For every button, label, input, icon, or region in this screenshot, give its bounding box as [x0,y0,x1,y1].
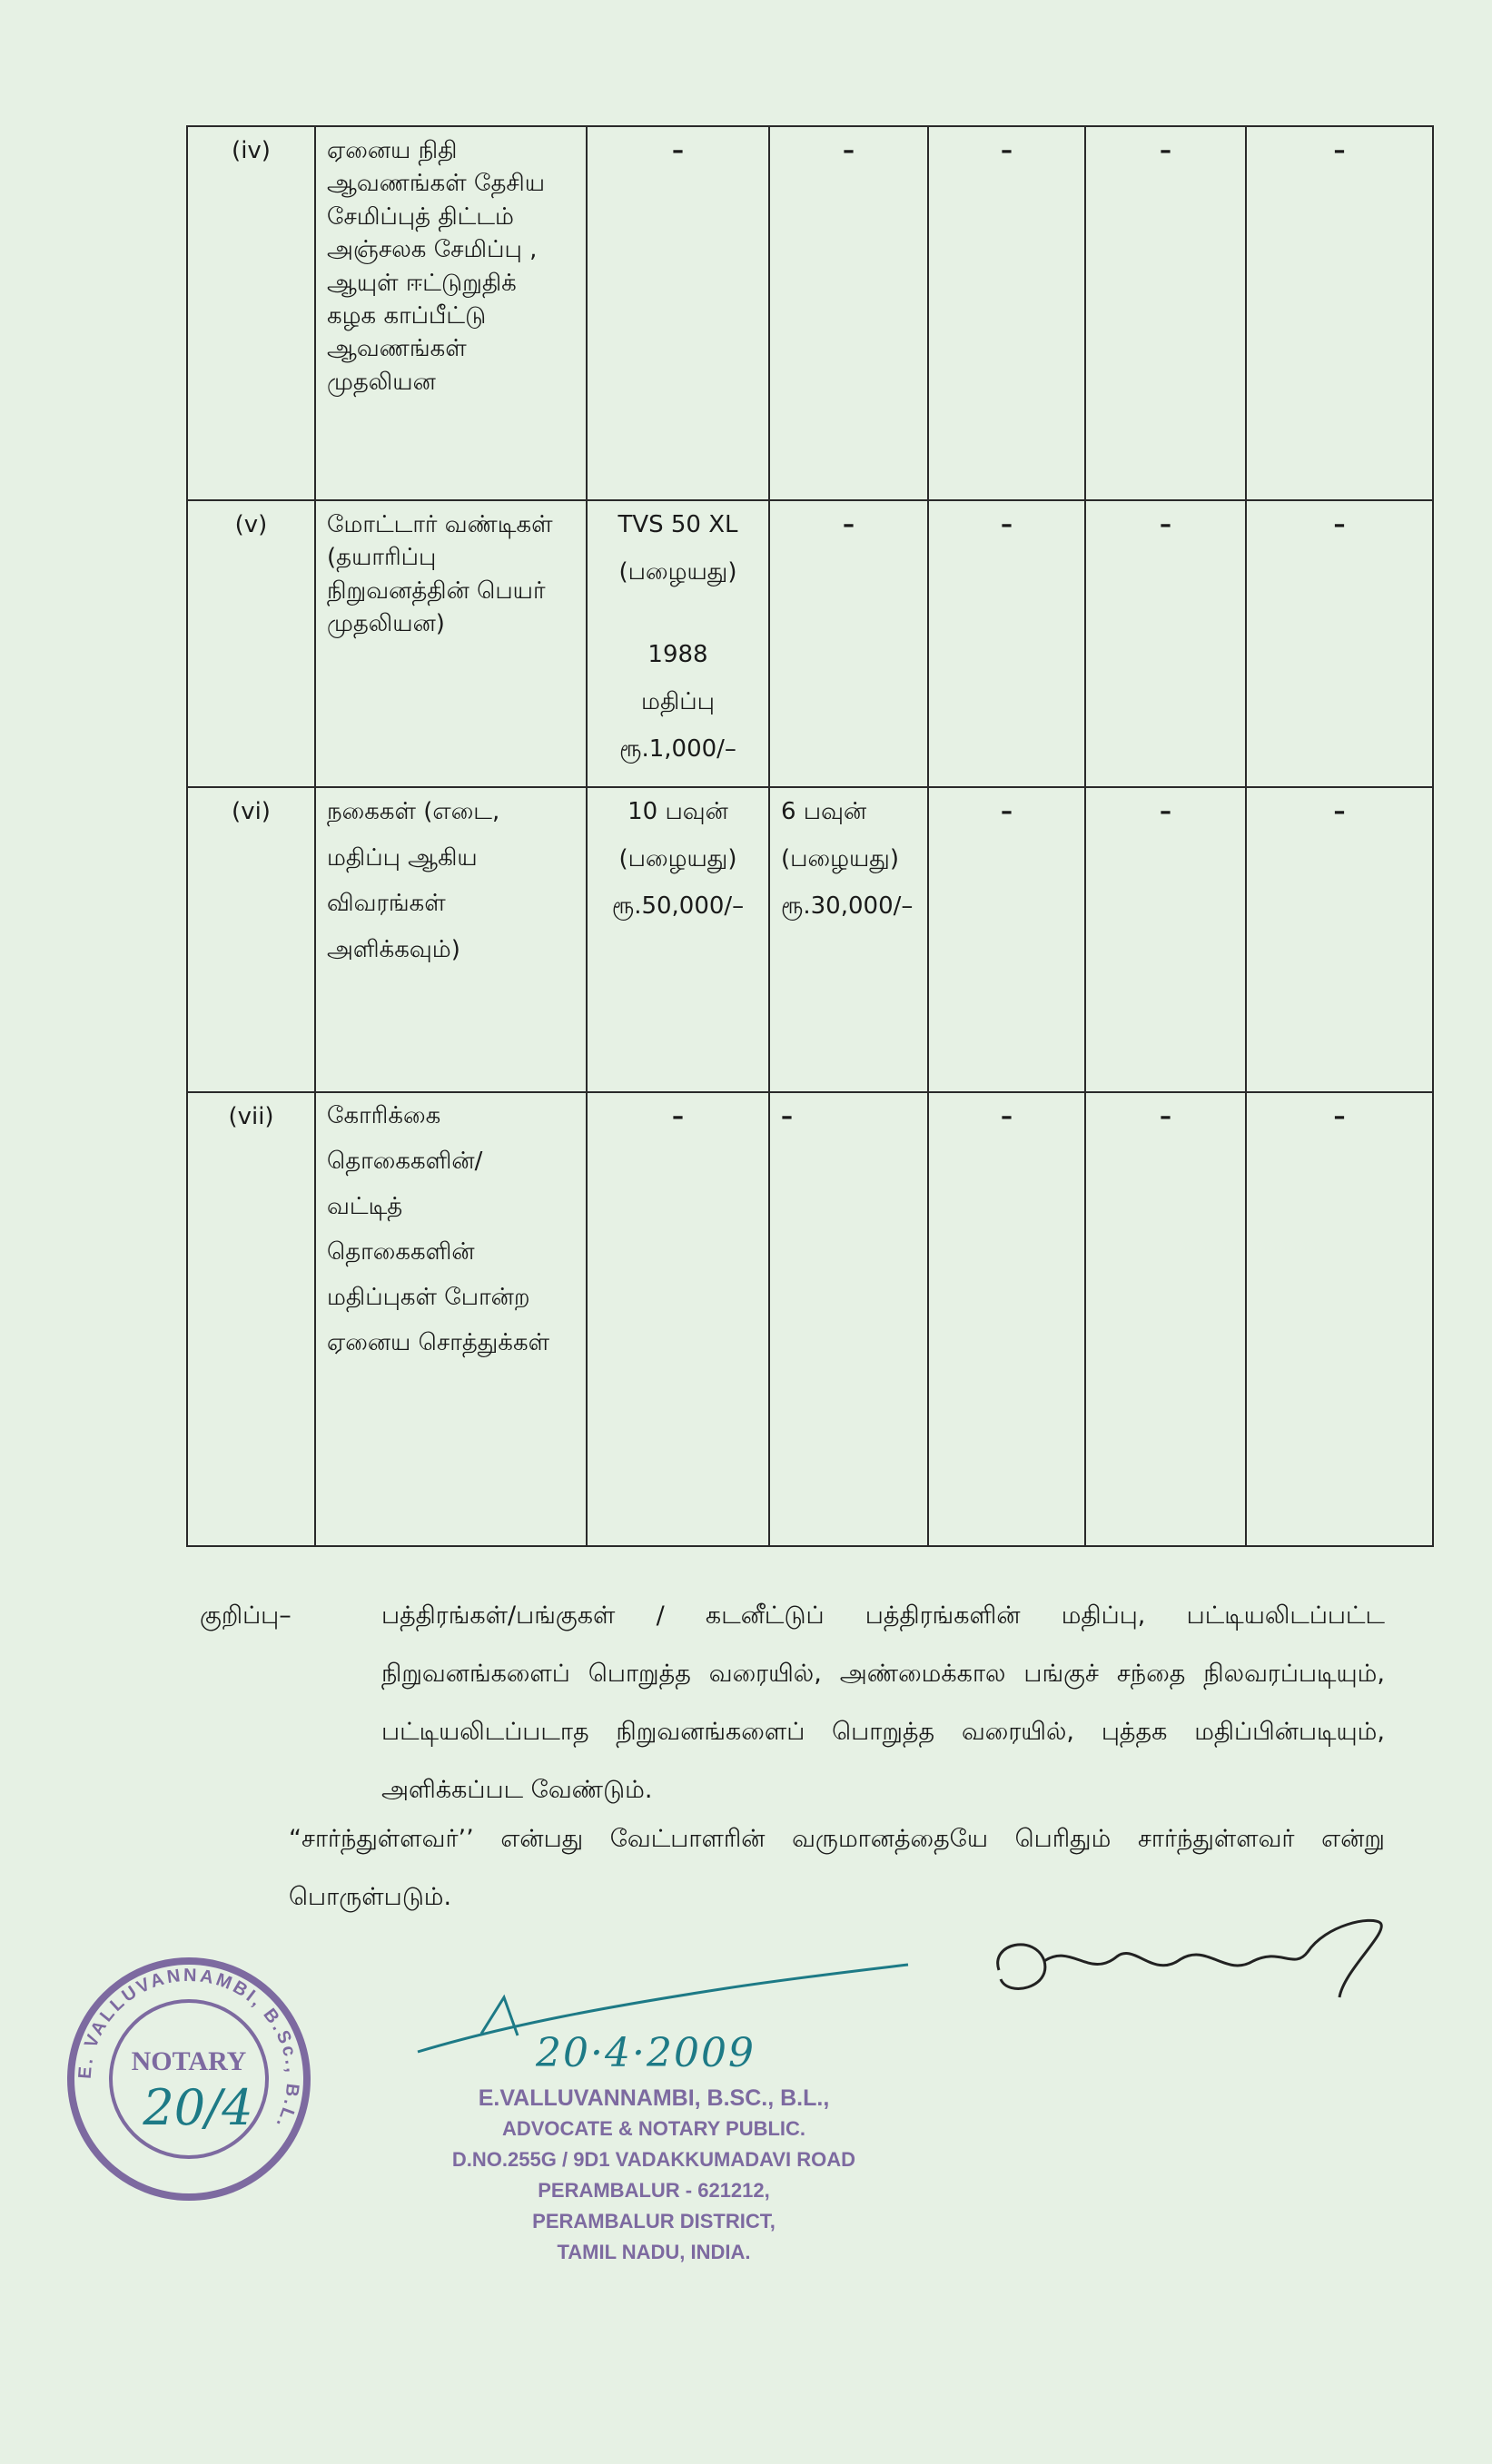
row-number: (v) [187,500,315,787]
row-description: ஏனைய நிதி ஆவணங்கள் தேசிய சேமிப்புத் திட்டம் அஞ்சலக சேமிப்பு , ஆயுள் ஈட்டுறுதிக் கழக காப்பீட்டு ஆவணங்கள் முதலியன [315,126,587,500]
row-description: மோட்டார் வண்டிகள் (தயாரிப்பு நிறுவனத்தின் பெயர் முதலியன) [315,500,587,787]
note-text: பத்திரங்கள்/பங்குகள் / கடனீட்டுப் பத்திரங்களின் மதிப்பு, பட்டியலிடப்பட்ட நிறுவனங்களைப் பொறுத்த வரையில், அண்மைக்கால பங்குச் சந்தை நிலவரப்படியும், பட்டியலிடப்படாத நிறுவனங்களைப் பொறுத்த வரையில், புத்தக மதிப்பின்படியும், அளிக்கப்பட வேண்டும். [381,1602,1385,1804]
value-cell: – [769,1092,928,1546]
stamp-line: TAMIL NADU, INDIA. [557,2241,751,2263]
stamp-line: D.NO.255G / 9D1 VADAKKUMADAVI ROAD [451,2148,856,2171]
notary-seal-icon [62,1952,316,2206]
note-paragraph [200,1587,1385,1819]
definition-paragraph: “சார்ந்துள்ளவர்’’ என்பது வேட்பாளரின் வருமானத்தையே பெரிதும் சார்ந்துள்ளவர் என்று பொருள்படும். [289,1825,1385,1911]
value-cell: – [928,1092,1085,1546]
value-cell: – [769,126,928,500]
row-description: நகைகள் (எடை, மதிப்பு ஆகிய விவரங்கள் அளிக்கவும்) [315,787,587,1092]
stamp-line: ADVOCATE & NOTARY PUBLIC. [501,2117,806,2140]
value-cell: 10 பவுன் (பழையது) ரூ.50,000/– [587,787,769,1092]
value-cell: – [1246,500,1433,787]
table-row [187,126,1433,500]
svg-text:20/4: 20/4 [143,2079,253,2136]
stamp-line: PERAMBALUR DISTRICT, [532,2210,776,2232]
row-number: (vii) [187,1092,315,1546]
table-row [187,787,1433,1092]
value-cell: – [928,126,1085,500]
svg-text:E. VALLUVANNAMBI, B.Sc., B.L.: E. VALLUVANNAMBI, B.Sc., B.L. [74,1965,303,2134]
svg-text:NOTARY: NOTARY [131,2046,247,2076]
note-label: குறிப்பு– [200,1602,291,1630]
value-cell: 6 பவுன் (பழையது) ரூ.30,000/– [769,787,928,1092]
value-cell: – [1085,126,1246,500]
value-cell: – [1246,787,1433,1092]
value-cell: – [587,126,769,500]
value-cell: – [1246,1092,1433,1546]
assets-table [186,125,1434,1547]
row-number: (vi) [187,787,315,1092]
value-cell: – [769,500,928,787]
value-cell: – [1246,126,1433,500]
value-cell: – [1085,787,1246,1092]
value-cell: – [587,1092,769,1546]
value-cell: TVS 50 XL (பழையது) 1988 மதிப்பு ரூ.1,000/– [587,500,769,787]
value-cell: – [1085,500,1246,787]
handwritten-date: 20·4·2009 [536,2030,756,2076]
notary-address-stamp [400,2083,908,2268]
row-description: கோரிக்கை தொகைகளின்/ வட்டித் தொகைகளின் மதிப்புகள் போன்ற ஏனைய சொத்துக்கள் [315,1092,587,1546]
value-cell: – [1085,1092,1246,1546]
table-row [187,500,1433,787]
stamp-name: E.VALLUVANNAMBI, B.SC., B.L., [478,2085,830,2111]
value-cell: – [928,787,1085,1092]
row-number: (iv) [187,126,315,500]
value-cell: – [928,500,1085,787]
table-row [187,1092,1433,1546]
signature-icon [981,1907,1398,2025]
stamp-line: PERAMBALUR - 621212, [538,2179,770,2202]
